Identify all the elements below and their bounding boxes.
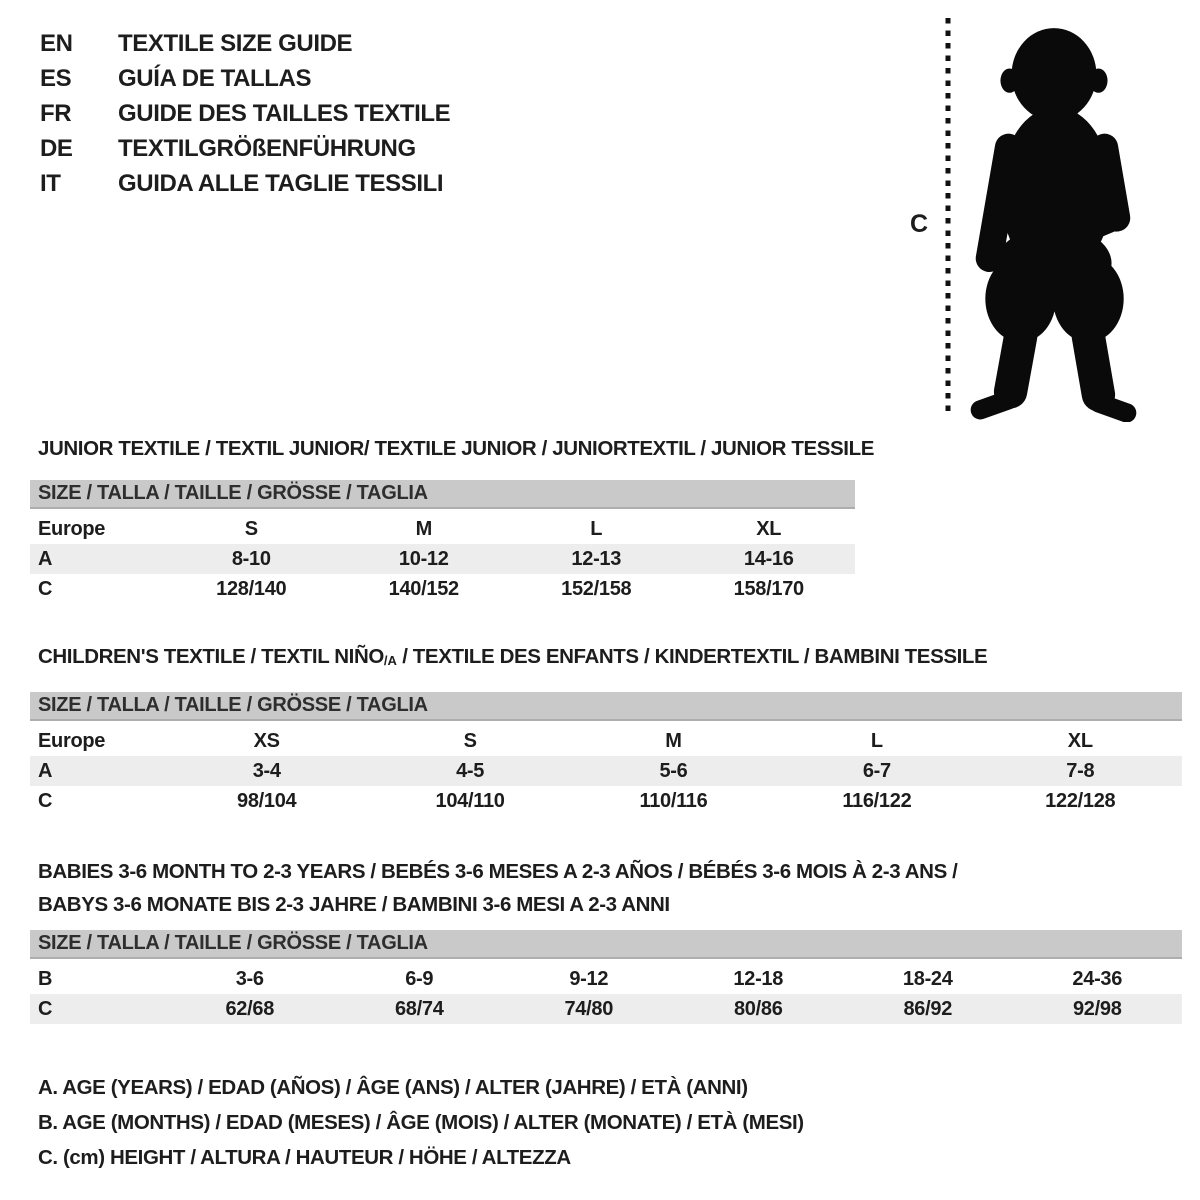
cell: 4-5: [456, 759, 485, 782]
row-label: C: [38, 997, 53, 1020]
cell: 12-18: [733, 967, 784, 990]
size-header-label: SIZE / TALLA / TAILLE / GRÖSSE / TAGLIA: [38, 482, 428, 504]
table-row-months: [30, 964, 1182, 994]
legend-footer: [38, 1070, 1182, 1175]
table-row-age: [30, 756, 1182, 786]
guide-title-fr: GUIDE DES TAILLES TEXTILE: [118, 99, 451, 127]
table-row-europe: [30, 726, 1182, 756]
size-header-label: SIZE / TALLA / TAILLE / GRÖSSE / TAGLIA: [38, 932, 428, 954]
babies-title-line2: BABYS 3-6 MONATE BIS 2-3 JAHRE / BAMBINI 3-6 MESI A 2-3 ANNI: [38, 893, 670, 916]
cell: 18-24: [902, 967, 953, 990]
language-header: [40, 26, 1182, 201]
guide-title-en: TEXTILE SIZE GUIDE: [118, 29, 353, 57]
cell: 8-10: [231, 547, 271, 570]
cell: 158/170: [733, 577, 804, 600]
table-row-age: [30, 544, 855, 574]
lang-row-de: [40, 131, 1182, 166]
cell: 68/74: [394, 997, 444, 1020]
cell: 7-8: [1066, 759, 1095, 782]
cell: 110/116: [639, 789, 708, 812]
size-header-bar: [30, 930, 1182, 959]
cell: M: [665, 729, 682, 752]
row-label: Europe: [38, 517, 106, 540]
cell: 116/122: [842, 789, 912, 812]
babies-title-line1: BABIES 3-6 MONTH TO 2-3 YEARS / BEBÉS 3-6 MESES A 2-3 AÑOS / BÉBÉS 3-6 MOIS À 2-3 ANS /: [38, 860, 958, 883]
cell: 5-6: [659, 759, 688, 782]
children-size-table: [30, 726, 1182, 816]
legend-line-a: A. AGE (YEARS) / EDAD (AÑOS) / ÂGE (ANS) / ALTER (JAHRE) / ETÀ (ANNI): [38, 1076, 748, 1099]
lang-row-it: [40, 166, 1182, 201]
cell: 80/86: [733, 997, 783, 1020]
cell: XL: [756, 517, 782, 540]
guide-title-es: GUÍA DE TALLAS: [118, 64, 312, 92]
cell: 6-7: [862, 759, 891, 782]
cell: S: [463, 729, 477, 752]
babies-section-title: [38, 855, 1182, 921]
children-section-title: [38, 645, 1182, 673]
junior-size-table: [30, 514, 855, 604]
cell: 122/128: [1045, 789, 1116, 812]
cell: XL: [1067, 729, 1093, 752]
cell: 74/80: [564, 997, 614, 1020]
cell: 98/104: [237, 789, 297, 812]
lang-row-es: [40, 61, 1182, 96]
legend-line-b: B. AGE (MONTHS) / EDAD (MESES) / ÂGE (MOIS) / ALTER (MONATE) / ETÀ (MESI): [38, 1111, 804, 1134]
cell: XS: [253, 729, 280, 752]
table-row-europe: [30, 514, 855, 544]
lang-code: FR: [40, 99, 72, 127]
cell: 128/140: [216, 577, 287, 600]
cell: 9-12: [569, 967, 609, 990]
cell: 86/92: [903, 997, 953, 1020]
cell: L: [590, 517, 603, 540]
cell: 3-4: [252, 759, 281, 782]
cell: 152/158: [561, 577, 632, 600]
row-label: Europe: [38, 729, 106, 752]
junior-section-title: JUNIOR TEXTILE / TEXTIL JUNIOR/ TEXTILE JUNIOR / JUNIORTEXTIL / JUNIOR TESSILE: [38, 437, 874, 460]
guide-title-it: GUIDA ALLE TAGLIE TESSILI: [118, 169, 444, 197]
cell: 92/98: [1072, 997, 1122, 1020]
lang-code: EN: [40, 29, 73, 57]
size-header-label: SIZE / TALLA / TAILLE / GRÖSSE / TAGLIA: [38, 694, 428, 716]
babies-size-table: [30, 964, 1182, 1024]
lang-code: IT: [40, 169, 61, 197]
cell: 12-13: [571, 547, 622, 570]
row-label: C: [38, 789, 53, 812]
table-row-height: [30, 574, 855, 604]
size-header-bar: [30, 692, 1182, 721]
cell: M: [415, 517, 432, 540]
cell: S: [244, 517, 258, 540]
lang-row-en: [40, 26, 1182, 61]
cell: 14-16: [743, 547, 794, 570]
table-row-height: [30, 786, 1182, 816]
cell: 104/110: [435, 789, 505, 812]
size-header-bar: [30, 480, 855, 509]
children-title-pre: CHILDREN'S TEXTILE / TEXTIL NIÑO: [38, 645, 384, 668]
lang-row-fr: [40, 96, 1182, 131]
row-label: C: [38, 577, 53, 600]
measure-label-c: C: [910, 210, 929, 238]
row-label: A: [38, 547, 53, 570]
guide-title-de: TEXTILGRÖßENFÜHRUNG: [118, 134, 416, 162]
cell: 62/68: [225, 997, 275, 1020]
cell: 10-12: [398, 547, 449, 570]
lang-code: ES: [40, 64, 72, 92]
lang-code: DE: [40, 134, 73, 162]
legend-line-c: C. (cm) HEIGHT / ALTURA / HAUTEUR / HÖHE / ALTEZZA: [38, 1146, 571, 1169]
cell: 3-6: [235, 967, 264, 990]
children-title-sub: /A: [383, 653, 397, 668]
cell: 140/152: [388, 577, 459, 600]
content-column: [30, 26, 1182, 1175]
table-row-height: [30, 994, 1182, 1024]
cell: 24-36: [1072, 967, 1123, 990]
cell: L: [870, 729, 883, 752]
row-label: A: [38, 759, 53, 782]
children-title-post: / TEXTILE DES ENFANTS / KINDERTEXTIL / BAMBINI TESSILE: [396, 645, 988, 668]
row-label: B: [38, 967, 53, 990]
cell: 6-9: [405, 967, 434, 990]
